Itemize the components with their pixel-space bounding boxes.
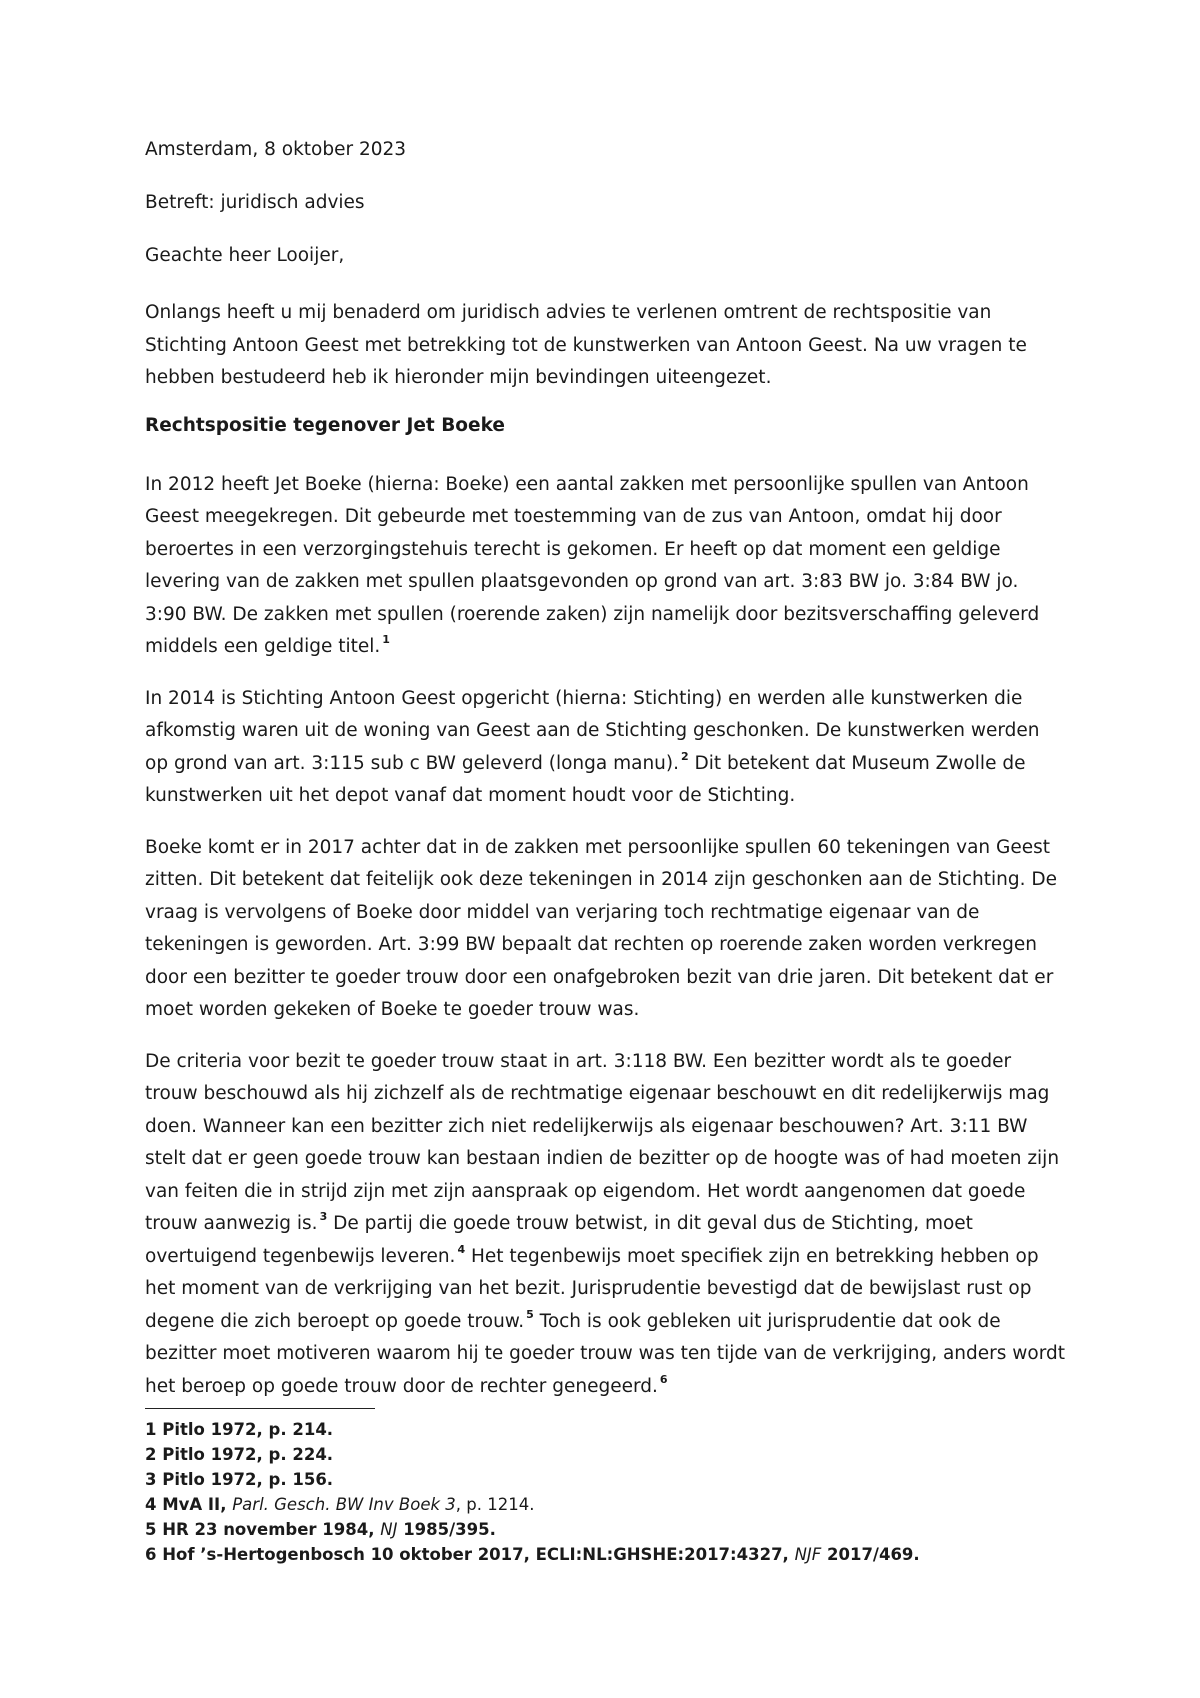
section-heading: Rechtspositie tegenover Jet Boeke: [145, 414, 505, 436]
paragraph-2-text-b: Dit betekent dat Museum Zwolle de kunstwerken uit het depot vanaf dat moment houdt voor de Stichting.: [145, 752, 1026, 806]
paragraph-4-text-c: Het tegenbewijs moet specifiek zijn en betrekking hebben op het moment van de verkrijging van het bezit. Jurisprudentie bevestigd dat de bewijslast rust op degene die zich beroept op goede trouw.: [145, 1245, 1039, 1332]
footnotes: [145, 1417, 1065, 1567]
footnote-4-prefix: 4 MvA II,: [145, 1495, 233, 1514]
footnote-4-suffix: , p. 1214.: [455, 1495, 535, 1514]
footnote-ref-5: 5: [526, 1307, 534, 1321]
footnote-ref-3: 3: [319, 1210, 328, 1223]
footnote-ref-1: 1: [382, 633, 390, 646]
paragraph-4-text-d: Toch is ook gebleken uit jurisprudentie dat ook de bezitter moet motiveren waarom hij te goeder trouw was ten tijde van de verkrijging, anders wordt het beroep op goede trouw door de rechter genegeerd.: [145, 1310, 1065, 1397]
paragraph-2: [145, 683, 1065, 813]
footnote-4: [145, 1492, 1065, 1517]
footnote-3: 3 Pitlo 1972, p. 156.: [145, 1470, 334, 1489]
date-line: Amsterdam, 8 oktober 2023: [145, 139, 407, 160]
letter-body: [145, 138, 1065, 1422]
paragraph-4-text-b: De partij die goede trouw betwist, in dit geval dus de Stichting, moet overtuigend tegenbewijs leveren.: [145, 1213, 973, 1267]
footnote-6-prefix: 6 Hof ’s-Hertogenbosch 10 oktober 2017, ECLI:NL:GHSHE:2017:4327,: [145, 1545, 795, 1564]
footnote-5-prefix: 5 HR 23 november 1984,: [145, 1520, 381, 1539]
footnote-ref-4: 4: [457, 1242, 466, 1256]
paragraph-1: [145, 469, 1065, 664]
paragraph-4: [145, 1046, 1065, 1404]
subject-line: Betreft: juridisch advies: [145, 192, 365, 213]
paragraph-4-text-a: De criteria voor bezit te goeder trouw staat in art. 3:118 BW. Een bezitter wordt als te goeder trouw beschouwd als hij zichzelf als de rechtmatige eigenaar beschouwt en dit redelijkerwijs mag doen. Wanneer kan een bezitter zich niet redelijkerwijs als eigenaar beschouwen? Art. 3:11 BW stelt dat er geen goede trouw kan bestaan indien de bezitter op de hoogte was of had moeten zijn van feiten die in strijd zijn met zijn aanspraak op eigendom. Het wordt aangenomen dat goede trouw aanwezig is.: [145, 1050, 1060, 1234]
footnote-2: 2 Pitlo 1972, p. 224.: [145, 1445, 334, 1464]
intro-paragraph: Onlangs heeft u mij benaderd om juridisch advies te verlenen omtrent de rechtspositie van Stichting Antoon Geest met betrekking tot de kunstwerken van Antoon Geest. Na uw vragen te hebben bestudeerd heb ik hieronder mijn bevindingen uiteengezet.: [145, 302, 1027, 388]
footnote-5-source: NJ: [380, 1520, 398, 1539]
salutation: Geachte heer Looijer,: [145, 245, 345, 266]
footnote-6-source: NJF: [794, 1545, 822, 1564]
footnote-ref-6: 6: [659, 1372, 668, 1386]
footnote-4-source: Parl. Gesch. BW Inv Boek 3: [232, 1495, 456, 1514]
footnote-ref-2: 2: [681, 749, 689, 763]
footnote-6-suffix: 2017/469.: [821, 1545, 920, 1564]
paragraph-3: Boeke komt er in 2017 achter dat in de zakken met persoonlijke spullen 60 tekeningen van Geest zitten. Dit betekent dat feitelijk ook deze tekeningen in 2014 zijn geschonken aan de Stichting. De vraag is vervolgens of Boeke door middel van verjaring toch rechtmatige eigenaar van de tekeningen is geworden. Art. 3:99 BW bepaalt dat rechten op roerende zaken worden verkregen door een bezitter te goeder trouw door een onafgebroken bezit van drie jaren. Dit betekent dat er moet worden gekeken of Boeke te goeder trouw was.: [145, 836, 1058, 1020]
footnote-1: 1 Pitlo 1972, p. 214.: [145, 1420, 334, 1439]
footnote-5-suffix: 1985/395.: [397, 1520, 496, 1539]
footnote-separator: [145, 1408, 375, 1409]
footnote-6: [145, 1542, 1065, 1567]
paragraph-2-text-a: In 2014 is Stichting Antoon Geest opgericht (hierna: Stichting) en werden alle kunstwerken die afkomstig waren uit de woning van Geest aan de Stichting geschonken. De kunstwerken werden op grond van art. 3:115 sub c BW geleverd (longa manu).: [145, 687, 1040, 774]
footnote-5: [145, 1517, 1065, 1542]
paragraph-1-text: In 2012 heeft Jet Boeke (hierna: Boeke) een aantal zakken met persoonlijke spullen van Antoon Geest meegekregen. Dit gebeurde met toestemming van de zus van Antoon, omdat hij door beroertes in een verzorgingstehuis terecht is gekomen. Er heeft op dat moment een geldige levering van de zakken met spullen plaatsgevonden op grond van art. 3:83 BW jo. 3:84 BW jo. 3:90 BW. De zakken met spullen (roerende zaken) zijn namelijk door bezitsverschaffing geleverd middels een geldige titel.: [145, 473, 1040, 657]
